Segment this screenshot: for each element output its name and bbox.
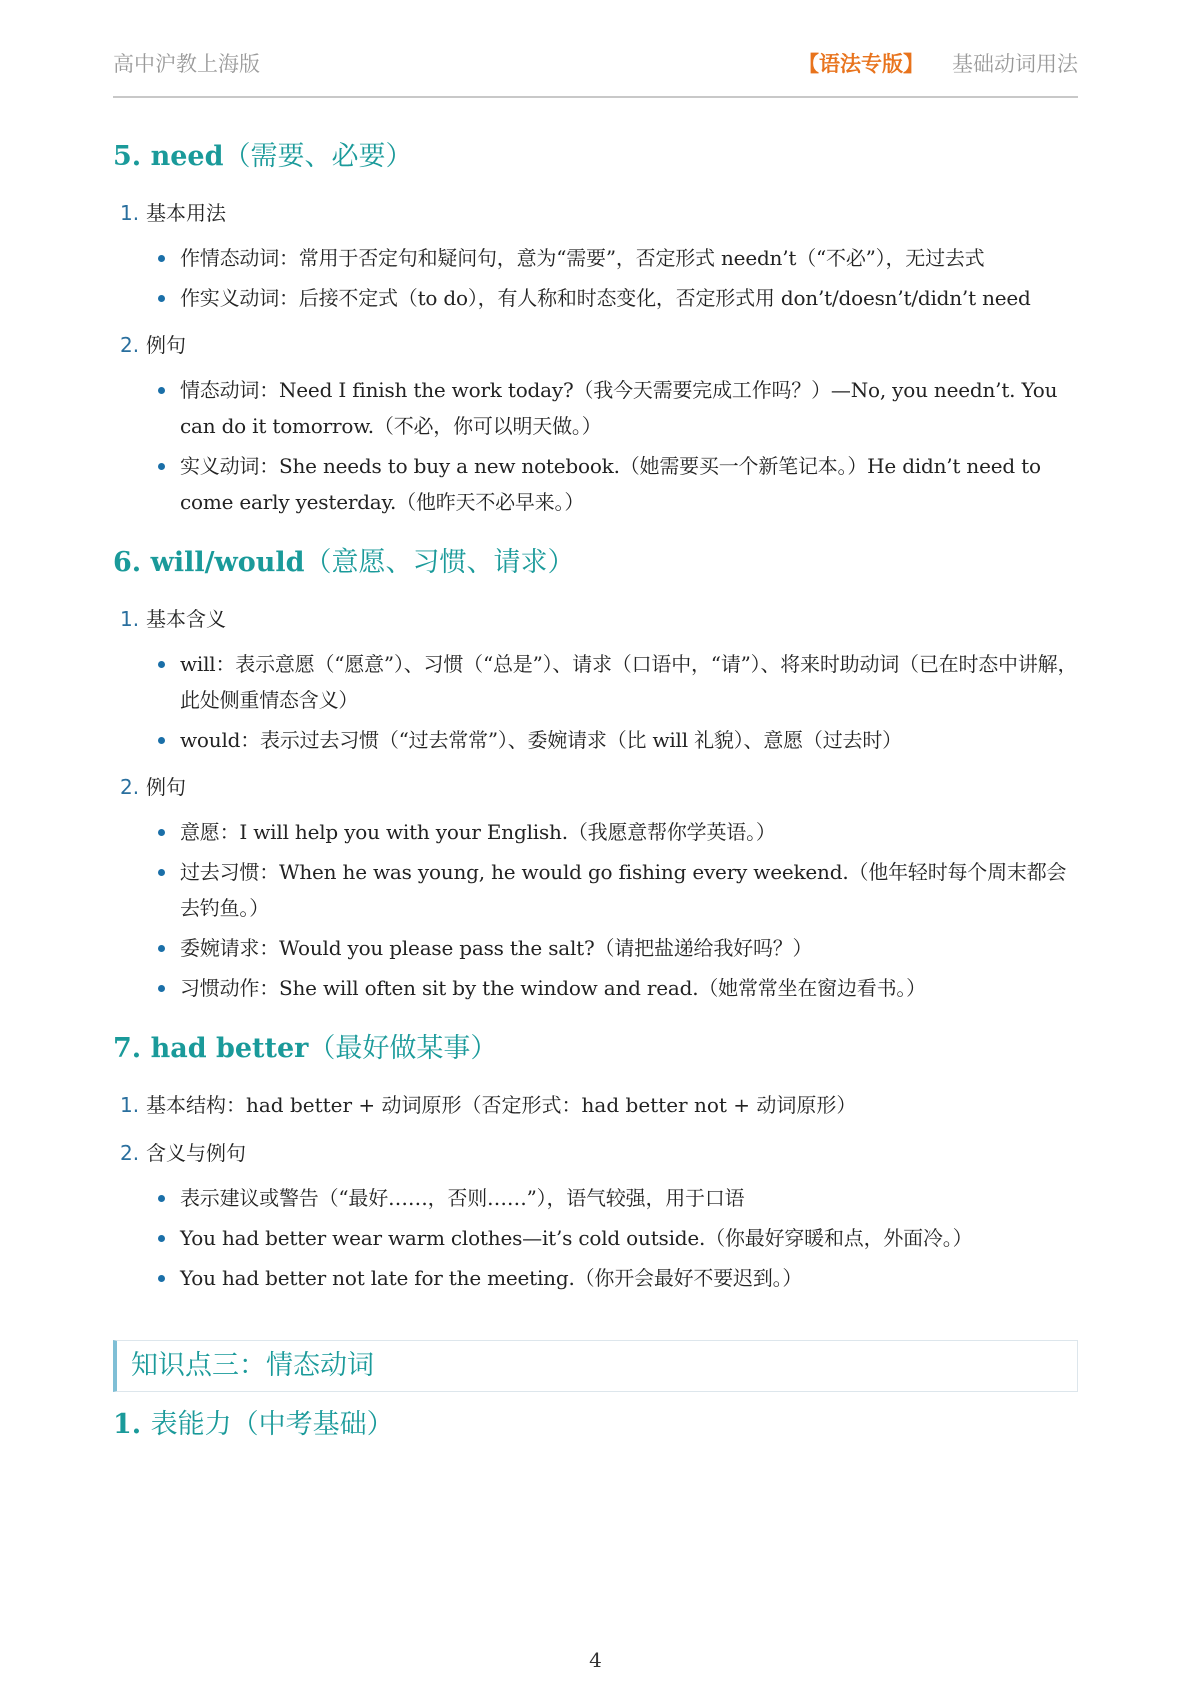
subsection-label: 含义与例句 xyxy=(146,1141,246,1165)
bullet-icon xyxy=(158,295,165,302)
subsection xyxy=(113,1090,1078,1120)
page-content xyxy=(113,134,1078,1448)
bullet-icon xyxy=(158,1275,165,1282)
bullet-list xyxy=(113,814,1078,1006)
section-title-en: 7. had better xyxy=(113,1033,309,1064)
section-title xyxy=(113,540,1078,586)
bullet-icon xyxy=(158,869,165,876)
bullet-icon xyxy=(158,661,165,668)
subsection xyxy=(113,198,1078,228)
list-item: 实义动词：She needs to buy a new notebook.（她需要买一个新笔记本。）He didn’t need to come early yesterday.（他昨天不必早来。） xyxy=(113,448,1078,520)
bullet-icon xyxy=(158,829,165,836)
section-title-en: 6. will/would xyxy=(113,547,305,578)
list-item: 表示建议或警告（“最好……，否则……”），语气较强，用于口语 xyxy=(113,1180,1078,1216)
bullet-icon xyxy=(158,387,165,394)
subsection-label: 例句 xyxy=(146,333,186,357)
section-title-en: 5. need xyxy=(113,141,224,172)
section-need xyxy=(113,134,1078,520)
list-item: 意愿：I will help you with your English.（我愿意帮你学英语。） xyxy=(113,814,1078,850)
section-title-en: 1. xyxy=(113,1409,142,1440)
subsection xyxy=(113,772,1078,802)
bullet-icon xyxy=(158,1195,165,1202)
list-item: 委婉请求：Would you please pass the salt?（请把盐递给我好吗？） xyxy=(113,930,1078,966)
bullet-icon xyxy=(158,737,165,744)
subsection-number: 1. xyxy=(120,1093,140,1117)
section-title-zh: （最好做某事） xyxy=(308,1033,498,1064)
section-had-better xyxy=(113,1026,1078,1296)
subsection-number: 2. xyxy=(120,333,140,357)
header-tag: 【语法专版】 xyxy=(798,52,924,76)
section-title-zh: （意愿、习惯、请求） xyxy=(304,547,575,578)
list-item: 作实义动词：后接不定式（to do），有人称和时态变化，否定形式用 don’t/doesn’t/didn’t need xyxy=(113,280,1078,316)
section-title-zh: （需要、必要） xyxy=(223,141,413,172)
list-item: will：表示意愿（“愿意”）、习惯（“总是”）、请求（口语中，“请”）、将来时助动词（已在时态中讲解，此处侧重情态含义） xyxy=(113,646,1078,718)
section-title-zh: 表能力（中考基础） xyxy=(150,1409,394,1440)
subsection-label: 例句 xyxy=(146,775,186,799)
list-item: 作情态动词：常用于否定句和疑问句，意为“需要”，否定形式 needn’t（“不必”），无过去式 xyxy=(113,240,1078,276)
list-item: You had better not late for the meeting.（你开会最好不要迟到。） xyxy=(113,1260,1078,1296)
section-title xyxy=(113,134,1078,180)
list-item: You had better wear warm clothes—it’s cold outside.（你最好穿暖和点，外面冷。） xyxy=(113,1220,1078,1256)
bullet-list xyxy=(113,646,1078,758)
page-number: 4 xyxy=(589,1648,602,1672)
bullet-icon xyxy=(158,1235,165,1242)
subsection-number: 1. xyxy=(120,607,140,631)
header-textbook-label: 高中沪教上海版 xyxy=(113,52,260,76)
list-item: 习惯动作：She will often sit by the window and read.（她常常坐在窗边看书。） xyxy=(113,970,1078,1006)
subsection xyxy=(113,1138,1078,1168)
subsection-text: had better + 动词原形（否定形式：had better not + 动词原形） xyxy=(246,1093,857,1117)
bullet-icon xyxy=(158,945,165,952)
bullet-icon xyxy=(158,255,165,262)
list-item: 过去习惯：When he was young, he would go fishing every weekend.（他年轻时每个周末都会去钓鱼。） xyxy=(113,854,1078,926)
subsection-label: 基本结构： xyxy=(146,1093,246,1117)
bullet-icon xyxy=(158,985,165,992)
page-header xyxy=(113,42,1078,98)
subsection xyxy=(113,604,1078,634)
subsection-number: 1. xyxy=(120,201,140,225)
subsection xyxy=(113,330,1078,360)
bullet-icon xyxy=(158,463,165,470)
list-item: would：表示过去习惯（“过去常常”）、委婉请求（比 will 礼貌）、意愿（过去时） xyxy=(113,722,1078,758)
bullet-list xyxy=(113,372,1078,520)
section-title xyxy=(113,1026,1078,1072)
section-will-would xyxy=(113,540,1078,1006)
subsection-number: 2. xyxy=(120,775,140,799)
header-topic: 基础动词用法 xyxy=(952,52,1078,76)
knowledge-point-title: 知识点三：情态动词 xyxy=(131,1350,374,1381)
subsection-number: 2. xyxy=(120,1141,140,1165)
header-right-group xyxy=(798,48,1078,78)
section-title xyxy=(113,1402,1078,1448)
list-item: 情态动词：Need I finish the work today?（我今天需要完成工作吗？）—No, you needn’t. You can do it tomorrow.（不必，你可以明天做。） xyxy=(113,372,1078,444)
subsection-label: 基本含义 xyxy=(146,607,226,631)
bullet-list xyxy=(113,1180,1078,1296)
subsection-label: 基本用法 xyxy=(146,201,226,225)
bullet-list xyxy=(113,240,1078,316)
knowledge-point-box xyxy=(113,1340,1078,1392)
